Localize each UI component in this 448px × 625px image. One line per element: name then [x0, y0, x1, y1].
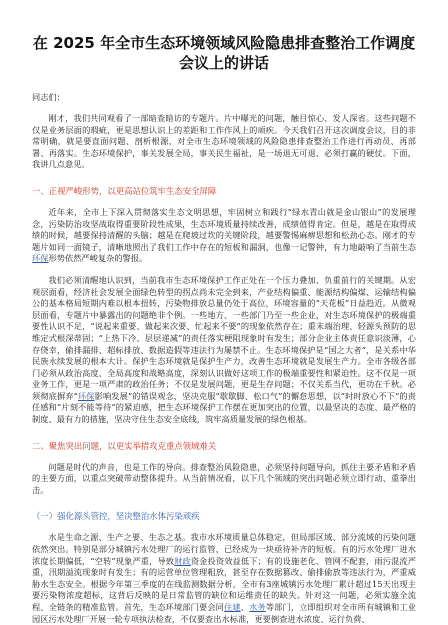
- subsection-1-heading: （一）强化源头管控，坚决整治水体污染顽疾: [32, 511, 200, 522]
- subsection-1-text-c: 、: [240, 602, 250, 612]
- subsection-1-paragraph: [32, 532, 416, 625]
- greeting: 同志们：: [32, 92, 65, 102]
- section-1-paragraph-2-text-b: 影响发展”的错误观念，坚决克服“歇歇脚、松口气”的懈怠思想，以“时时放心不下”的责任感和“片刻不能等待”的紧迫感，把生态环境保护工作摆在更加突出的位置，以最坚决的态度、最严格的制度、最有力的措施，坚决守住生态安全底线，筑牢高质量发展的绿色根基。: [32, 390, 416, 425]
- subsection-1-text-b: 资金投资效益低下；有的设施老化、管网不配套，雨污混流严重，汛期溢流现象时有发生；有的运营单位管理粗放，甚至存在数据篡改、偷排偷放等违法行为，严重威胁水生态安全。根据今年第三季度的在线监测数据分析，全市有3座城镇污水处理厂累计超过15天出现主要污染物浓度超标，这背后反映的是日常监管的缺位和运维责任的缺失。针对这一问题，必须实施全流程、全链条的精准监管。首先，生态环境部门要会同: [32, 555, 416, 612]
- section-2-intro: 问题是时代的声音，也是工作的导向。排查整治风险隐患，必须坚持问题导向，抓住主要矛盾和矛盾的主要方面，以重点突破带动整体提升。从当前情况看，以下几个领域的突出问题必须立即行动、重拳出击。: [32, 461, 416, 495]
- subsection-1-text-d: 等部门，立即组织对全市所有城镇和工业园区污水处理厂开展一轮专项执法检查，不仅要查出水标准，更要倒查进水浓度、运行负荷、: [32, 602, 416, 624]
- section-2-heading: 二、聚焦突出问题，以更实举措攻克重点领域难关: [32, 440, 217, 451]
- section-1-paragraph-1-text-a: 近年来，全市上下深入贯彻落实生态文明思想，牢固树立和践行“绿水青山就是金山银山”的发展理念，污染防治攻坚战取得重要阶段性成果，生态环境质量持续改善，成绩值得肯定。但是，越是在取得成绩的时候，越要保持清醒的头脑；越是在爬坡过坎的关键阶段，越要警惕麻痹思想和松劲心态。刚才的专题片如同一面镜子，清晰地照出了我们工作中存在的短板和漏洞，也像一记警钟，有力地敲响了当前生态: [32, 206, 416, 252]
- intro-paragraph: 刚才，我们共同观看了一部暗查暗访的专题片。片中曝光的问题，触目惊心、发人深省。这些问题不仅是业务层面的瑕疵，更是思想认识上的差距和工作作风上的顽疾。今天我们召开这次调度会议，目的非常明确，就是要直面问题、剖析根源，对全市生态环境领域的风险隐患排查整治工作进行再动员、再部署、再落实。生态环境保护，事关发展全局，事关民生福祉，是一场退无可退、必须打赢的硬仗。下面，我讲几点意见。: [32, 113, 416, 170]
- housing-construction-link[interactable]: 住建: [224, 602, 241, 612]
- section-1-paragraph-2-text-a: 我们必须清醒地认识到，当前我市生态环境保护工作正处在一个压力叠加、负重前行的关键期。从宏观层面看，经济社会发展全面绿色转型的拐点尚未完全到来，产业结构偏重、能源结构偏煤、运输结构偏公的基本格局短期内难以根本扭转，污染物排放总量仍处于高位，环境容量的“天花板”日益趋近。从微观层面看，专题片中暴露出的问题绝非个例。一些地方、一些部门乃至一些企业，对生态环境保护的极端重要性认识不足，“说起来重要、做起来次要、忙起来不要”的现象依然存在；重末端治理、轻源头预防的思维定式根深蒂固；“上热下冷、层层递减”的责任落实梗阻现象时有发生；部分企业主体责任意识淡薄，心存侥幸，偷排漏排、超标排放、数据造假等违法行为屡禁不止。生态环境保护是“国之大者”，是关系中华民族永续发展的根本大计。保护生态环境就是保护生产力，改善生态环境就是发展生产力。全市各级各部门必须从政治高度、全局高度和战略高度，深刻认识做好这项工作的极端重要性和紧迫性。这不仅是一项业务工作，更是一项严肃的政治任务；不仅是发展问题，更是生存问题；不仅关系当代，更功在千秋。必须彻底摒弃“: [32, 274, 416, 401]
- finance-link[interactable]: 财政: [174, 555, 191, 566]
- section-1-paragraph-2: [32, 275, 416, 426]
- water-affairs-link[interactable]: 水务: [249, 602, 266, 612]
- section-1-heading: 一、正视严峻形势，以更高站位筑牢生态安全屏障: [32, 185, 217, 196]
- section-1-paragraph-1-text-b: 形势依然严峻复杂的警报。: [48, 253, 148, 264]
- subsection-1-text-a: 水是生命之源、生产之要、生态之基。我市水环境质量总体稳定，但局部区域、部分流域的污染问题依然突出。特别是部分城镇污水处理厂的运行监管，已经成为一块亟待补齐的短板。有的污水处理厂进水浓度长期偏低，“空转”现象严重，导致: [32, 532, 416, 566]
- environmental-protection-link[interactable]: 环保: [32, 253, 49, 264]
- environmental-protection-link-2[interactable]: 环保: [77, 390, 95, 401]
- document-title: 在 2025 年全市生态环境领域风险隐患排查整治工作调度会议上的讲话: [32, 34, 416, 72]
- section-1-paragraph-1: [32, 207, 416, 265]
